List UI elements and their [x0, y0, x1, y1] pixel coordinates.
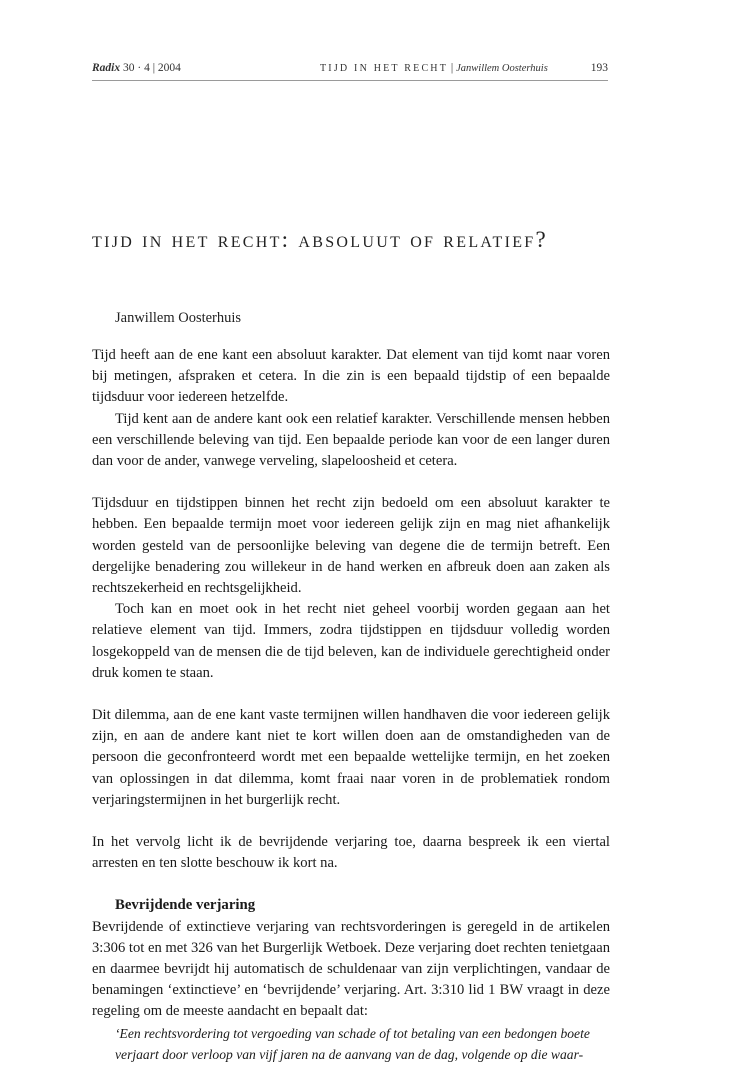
journal-name: Radix: [92, 62, 121, 74]
header-separator: |: [450, 62, 454, 74]
paragraph-3: Tijdsduur en tijdstippen binnen het recht zijn bedoeld om een absoluut karakter te hebben. Een bepaalde termijn moet voor iedereen gelijk zijn en mag niet afhankelijk worden gesteld van de persoonlijke beleving van degene die de termijn betreft. Een dergelijke benadering zou willekeur in de hand werken en afbreuk doen aan zaken als rechtszekerheid en rechtsgelijkheid.: [92, 495, 610, 597]
section-paragraph: Bevrijdende of extinctieve verjaring van rechtsvorderingen is geregeld in de artikelen 3:306 tot en met 326 van het Burgerlijk Wetboek. Deze verjaring doet rechten tenietgaan en daarmee bevrijdt hij automatisch de schuldenaar van zijn verplichtingen, vandaar de benamingen ‘extinctieve’ en ‘bevrijdende’ verjaring. Art. 3:310 lid 1 BW vraagt in deze regeling om de meeste aandacht en bepaalt dat:: [92, 918, 610, 1020]
running-author: Janwillem Oosterhuis: [456, 63, 548, 74]
paragraph-4: Toch kan en moet ook in het recht niet geheel voorbij worden gegaan aan het relatieve element van tijd. Immers, zodra tijdstippen en tijdsduur volledig worden losgekoppeld van de mensen die de tijd beleven, kan de individuele gerechtigheid onder druk komen te staan.: [92, 601, 610, 681]
section-heading: Bevrijdende verjaring: [115, 897, 256, 914]
article-body: [92, 345, 610, 1065]
journal-issue: 30 · 4 | 2004: [123, 62, 181, 74]
paragraph-5: Dit dilemma, aan de ene kant vaste termijnen willen handhaven die voor iedereen gelijk zijn, en aan de andere kant niet te kort willen doen aan de omstandigheden van de persoon die geconfronteerd wordt met een bepaalde wettelijke termijn, en het zoeken van oplossingen in dat dilemma, komt fraai naar voren in de problematiek rondom verjaringstermijnen in het burgerlijk recht.: [92, 707, 610, 808]
paragraph-2: Tijd kent aan de andere kant ook een relatief karakter. Verschillende mensen hebben een verschillende beleving van tijd. Een bepaalde periode kan voor de een langer duren dan voor de ander, vanwege verveling, slapeloosheid et cetera.: [92, 410, 610, 470]
legal-quote: ‘Een rechtsvordering tot vergoeding van schade of tot betaling van een bedongen boete verjaart door verloop van vijf jaren na de aanvang van de dag, volgende op die waar-: [115, 1025, 590, 1062]
running-title: TIJD IN HET RECHT: [320, 63, 449, 74]
paragraph-1: Tijd heeft aan de ene kant een absoluut karakter. Dat element van tijd komt naar voren bij metingen, afspraken et cetera. In die zin is een bepaald tijdstip of een bepaalde tijdsduur voor iedereen hetzelfde.: [92, 347, 610, 406]
paragraph-6: In het vervolg licht ik de bevrijdende verjaring toe, daarna bespreek ik een viertal arresten en ten slotte beschouw ik kort na.: [92, 834, 610, 872]
page-number: 193: [590, 62, 608, 74]
running-header: [92, 62, 608, 81]
article-author: Janwillem Oosterhuis: [115, 310, 242, 326]
article-title: tijd in het recht: absoluut of relatief?: [92, 227, 548, 252]
header-journal-info: [92, 62, 181, 74]
header-running-title: [320, 62, 548, 74]
